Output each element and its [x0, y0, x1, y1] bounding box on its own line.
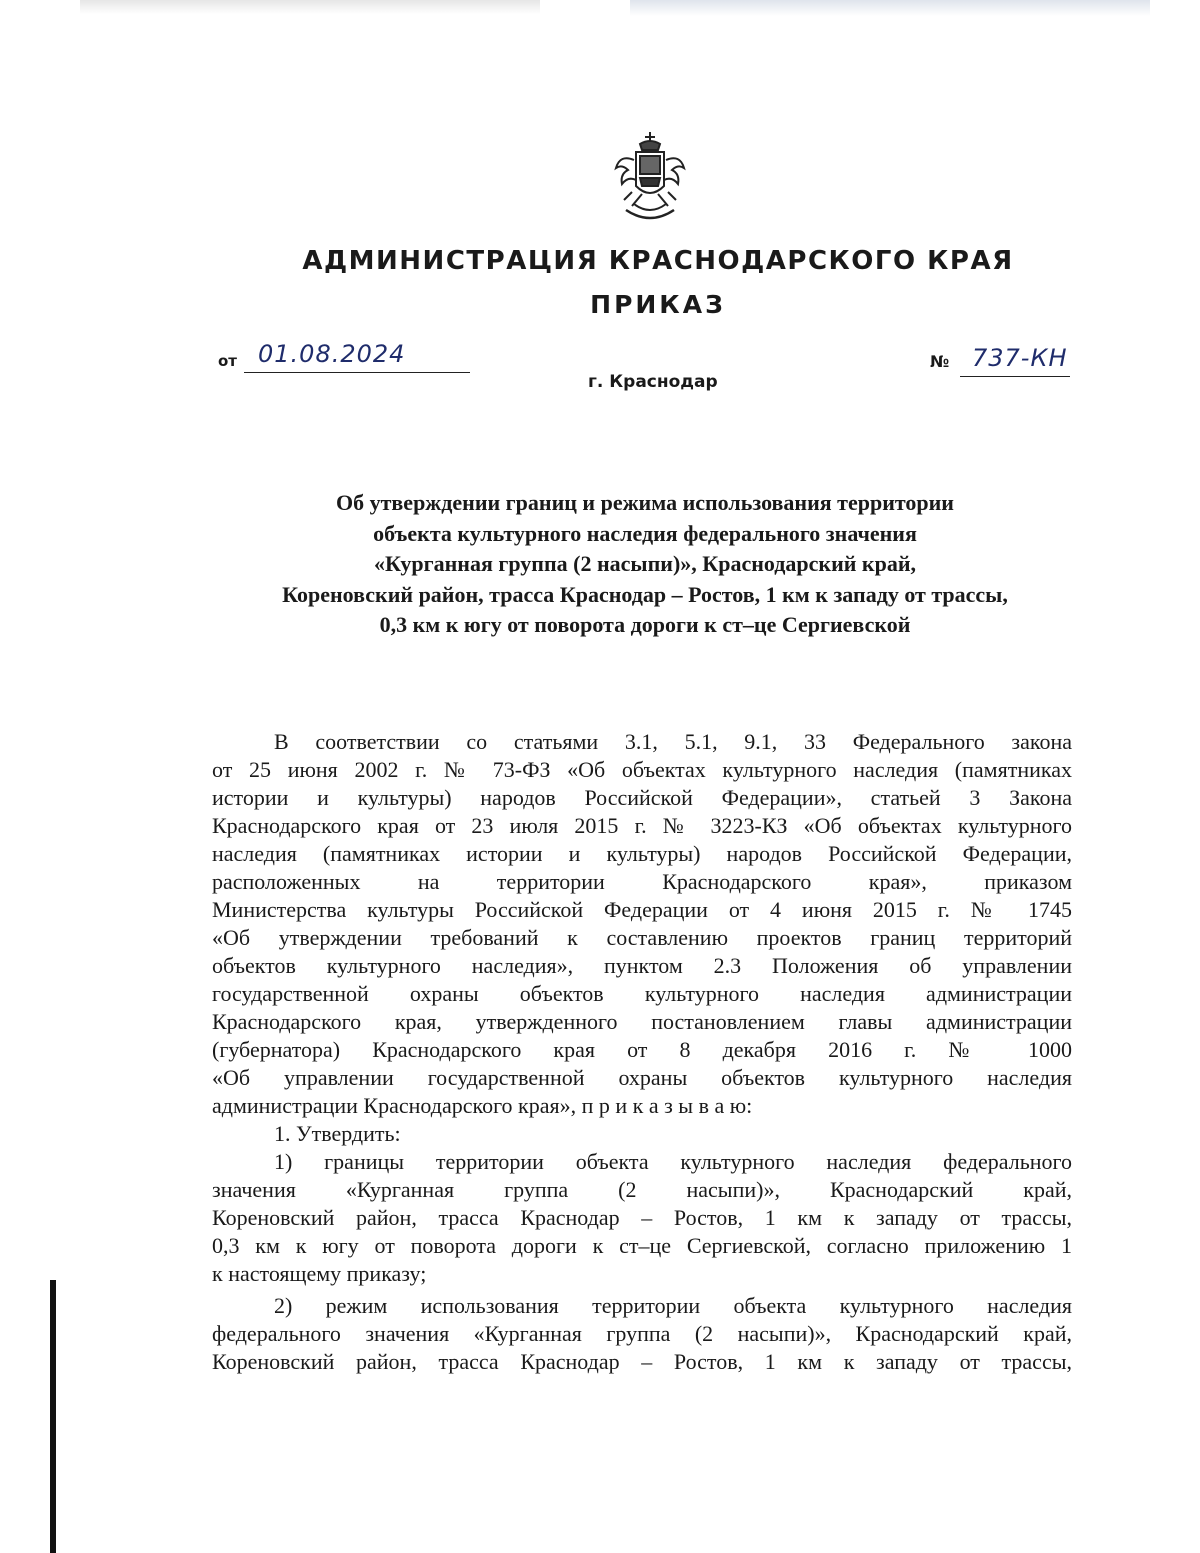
body-line: «Об управлении государственной охраны объектов культурного наследия: [212, 1065, 1072, 1090]
body-line: объектов культурного наследия», пунктом 2.3 Положения об управлении: [212, 953, 1072, 978]
number-prefix: №: [930, 352, 950, 371]
document-type-heading: ПРИКАЗ: [590, 290, 726, 319]
scan-smudge: [80, 0, 540, 14]
scan-smudge: [630, 0, 1150, 16]
body-line: 1) границы территории объекта культурного наследия федерального: [274, 1149, 1072, 1174]
body-line: 1. Утвердить:: [274, 1121, 401, 1146]
body-line: государственной охраны объектов культурного наследия администрации: [212, 981, 1072, 1006]
body-line: (губернатора) Краснодарского края от 8 декабря 2016 г. № 1000: [212, 1037, 1072, 1062]
body-line: истории и культуры) народов Российской Федерации», статьей 3 Закона: [212, 785, 1072, 810]
body-line: 2) режим использования территории объекта культурного наследия: [274, 1293, 1072, 1318]
body-line: федерального значения «Курганная группа (2 насыпи)», Краснодарский край,: [212, 1321, 1072, 1346]
document-title: [190, 488, 1100, 641]
body-line: В соответствии со статьями 3.1, 5.1, 9.1, 33 Федерального закона: [274, 729, 1072, 754]
body-line: наследия (памятниках истории и культуры) народов Российской Федерации,: [212, 841, 1072, 866]
coat-of-arms-emblem: [612, 130, 688, 226]
title-line: 0,3 км к югу от поворота дороги к ст–це Сергиевской: [379, 612, 911, 637]
title-line: Кореновский район, трасса Краснодар – Ростов, 1 км к западу от трассы,: [282, 581, 1008, 607]
number-underline: [960, 376, 1070, 377]
body-line: Министерства культуры Российской Федерации от 4 июня 2015 г. № 1745: [212, 897, 1072, 922]
scan-edge-mark: [50, 1280, 56, 1553]
city-label: г. Краснодар: [588, 372, 718, 392]
body-line: Краснодарского края от 23 июля 2015 г. № 3223-КЗ «Об объектах культурного: [212, 813, 1072, 838]
body-line: к настоящему приказу;: [212, 1261, 427, 1286]
date-prefix: от: [218, 352, 237, 370]
body-line: Кореновский район, трасса Краснодар – Ростов, 1 км к западу от трассы,: [212, 1349, 1072, 1374]
body-line: расположенных на территории Краснодарского края», приказом: [212, 869, 1072, 894]
body-line: администрации Краснодарского края», п р и к а з ы в а ю:: [212, 1093, 753, 1118]
body-line: от 25 июня 2002 г. № 73-ФЗ «Об объектах культурного наследия (памятниках: [212, 757, 1072, 782]
body-line: Кореновский район, трасса Краснодар – Ростов, 1 км к западу от трассы,: [212, 1205, 1072, 1230]
title-line: объекта культурного наследия федерального значения: [373, 520, 917, 546]
administration-heading: АДМИНИСТРАЦИЯ КРАСНОДАРСКОГО КРАЯ: [302, 246, 1014, 276]
body-line: значения «Курганная группа (2 насыпи)», Краснодарский край,: [212, 1177, 1072, 1202]
body-line: 0,3 км к югу от поворота дороги к ст–це Сергиевской, согласно приложению 1: [212, 1233, 1072, 1258]
title-line: Об утверждении границ и режима использования территории: [336, 490, 954, 515]
handwritten-date: 01.08.2024: [258, 340, 406, 368]
body-line: «Об утверждении требований к составлению проектов границ территорий: [212, 925, 1072, 950]
handwritten-number: 737-КН: [972, 344, 1068, 372]
title-line: «Курганная группа (2 насыпи)», Краснодарский край,: [373, 551, 917, 576]
date-underline: [244, 372, 470, 373]
body-line: Краснодарского края, утвержденного постановлением главы администрации: [212, 1009, 1072, 1034]
